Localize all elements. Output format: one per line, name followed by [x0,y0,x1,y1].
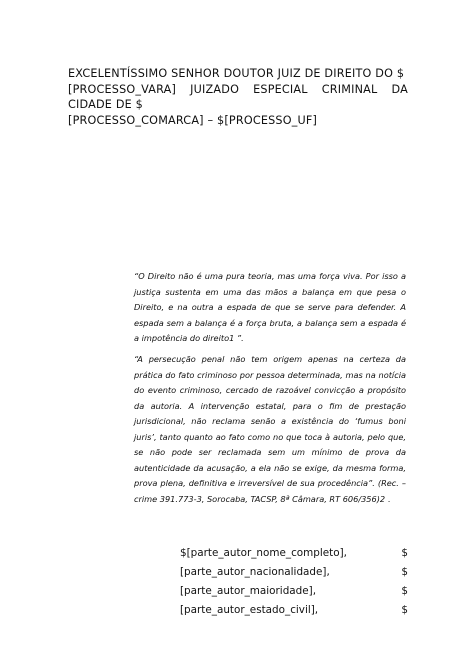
party-marital-status-suffix: $ [401,604,408,616]
party-row-marital-status [180,601,408,620]
quote-1-text: “O Direito não é uma pura teoria, mas uma força viva. Por isso a justiça sustenta em uma das mãos a balança em que pesa o Direito, e na outra a espada de que se serve para defender. A espada sem a balança é a força bruta, a balança sem a espada é a impotência do direito1 ”. [134,271,406,343]
petition-heading [68,66,408,128]
party-qualification [180,544,408,620]
quote-2-tail: . [385,493,391,504]
party-row-majority [180,582,408,601]
party-name-field: $[parte_autor_nome_completo], [180,547,347,559]
party-row-nationality [180,563,408,582]
party-row-name [180,544,408,563]
party-majority-field: [parte_autor_maioridade], [180,585,317,597]
party-majority-suffix: $ [401,585,408,597]
party-nationality-field: [parte_autor_nacionalidade], [180,566,330,578]
epigraph-quote-1 [134,269,406,347]
heading-line-1: EXCELENTÍSSIMO SENHOR DOUTOR JUIZ DE DIREITO DO $ [68,67,405,80]
party-nationality-suffix: $ [401,566,408,578]
quote-2-text: “A persecução penal não tem origem apenas na certeza da prática do fato criminoso por pessoa determinada, mas na notícia do evento criminoso, cercado de razoável convicção a propósito da autoria. A intervenção estatal, para o fim de prestação jurisdicional, não reclama senão a existência do ‘fumus boni juris’, tanto quanto ao fato como no que toca à autoria, pelo que, se não pode ser reclamada sem um mínimo de prova da autenticidade da acusação, a ela não se exige, da mesma forma, prova plena, definitiva e irreversível de sua procedência”. (Rec. – crime 391.773-3, Sorocaba, TACSP, 8ª Câmara, RT 606/356)2 [134,354,406,504]
party-name-suffix: $ [401,547,408,559]
heading-line-3: [PROCESSO_COMARCA] – $[PROCESSO_UF] [68,113,318,127]
heading-line-2: [PROCESSO_VARA] JUIZADO ESPECIAL CRIMINAL DA CIDADE DE $ [68,82,408,111]
epigraph-quote-2 [134,352,406,507]
party-marital-status-field: [parte_autor_estado_civil], [180,604,319,616]
